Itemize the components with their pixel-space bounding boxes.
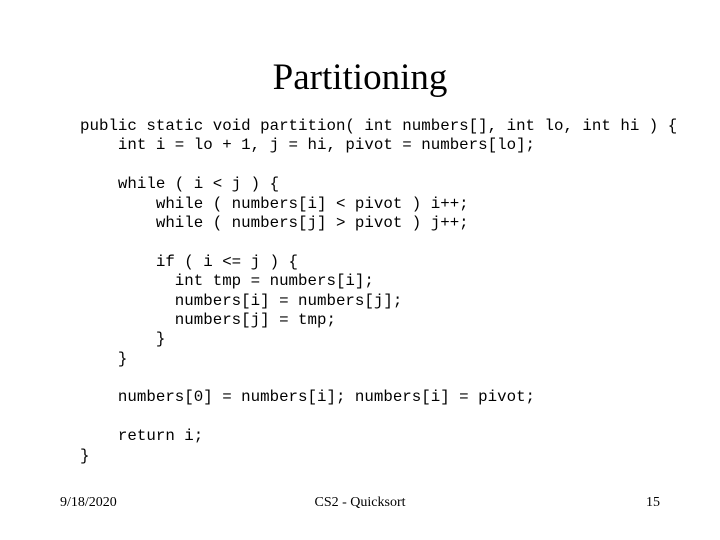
code-line: numbers[j] = tmp; — [80, 310, 336, 329]
code-line: } — [80, 349, 128, 368]
code-line — [80, 369, 677, 388]
code-line: } — [80, 446, 90, 465]
footer-date: 9/18/2020 — [60, 495, 117, 510]
code-line: int i = lo + 1, j = hi, pivot = numbers[lo]; — [80, 136, 536, 155]
code-line — [80, 408, 677, 427]
slide-title: Partitioning — [272, 57, 448, 98]
code-line: public static void partition( int numbers[], int lo, int hi ) { — [80, 117, 678, 135]
footer-page-number: 15 — [646, 495, 660, 510]
code-line: return i; — [80, 427, 204, 446]
code-block — [80, 117, 677, 466]
code-line — [80, 233, 677, 252]
code-line: } — [80, 330, 166, 349]
code-line: while ( numbers[j] > pivot ) j++; — [80, 213, 469, 232]
code-line — [80, 156, 677, 175]
code-line: while ( i < j ) { — [80, 175, 280, 194]
code-line: numbers[0] = numbers[i]; numbers[i] = pivot; — [80, 388, 536, 407]
code-line: int tmp = numbers[i]; — [80, 272, 374, 291]
code-line: while ( numbers[i] < pivot ) i++; — [80, 194, 469, 213]
footer-course-title: CS2 - Quicksort — [314, 495, 406, 510]
code-line: if ( i <= j ) { — [80, 252, 299, 271]
code-line: numbers[i] = numbers[j]; — [80, 291, 403, 310]
